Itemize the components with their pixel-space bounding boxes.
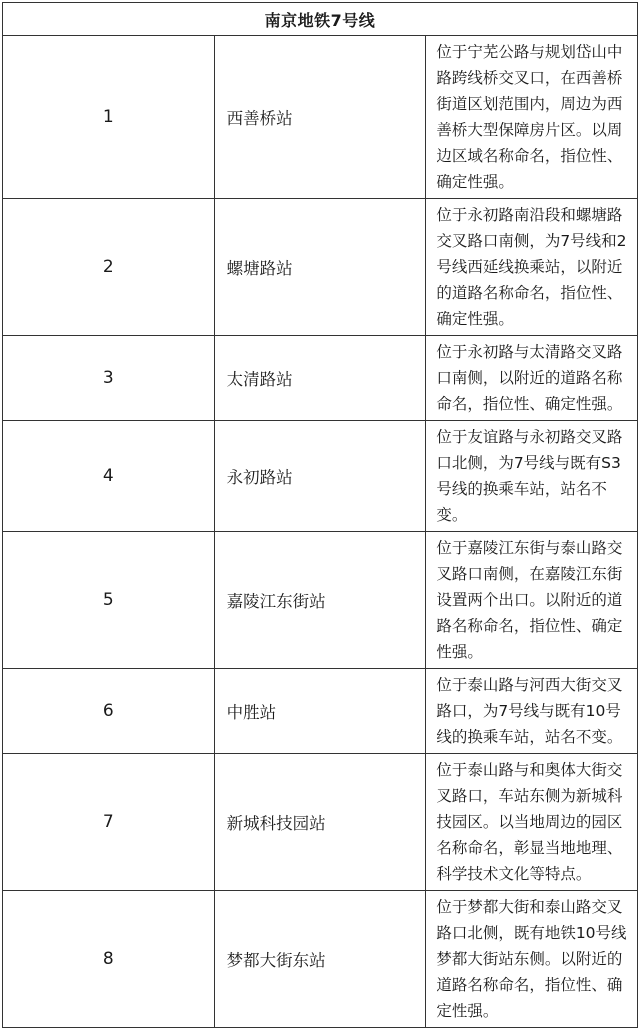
row-index: 3 <box>3 336 215 421</box>
table-row <box>3 891 638 1028</box>
station-name: 梦都大街东站 <box>214 891 426 1028</box>
station-name: 螺塘路站 <box>214 199 426 336</box>
table-row <box>3 336 638 421</box>
row-index: 6 <box>3 669 215 754</box>
station-name: 太清路站 <box>214 336 426 421</box>
station-description: 位于嘉陵江东街与泰山路交叉路口南侧，在嘉陵江东街设置两个出口。以附近的道路名称命名，指位性、确定性强。 <box>426 532 638 669</box>
station-description: 位于友谊路与永初路交叉路口北侧，为7号线与既有S3号线的换乘车站，站名不变。 <box>426 421 638 532</box>
station-name: 西善桥站 <box>214 36 426 199</box>
station-description: 位于泰山路与和奥体大街交叉路口，车站东侧为新城科技园区。以当地周边的园区名称命名，彰显当地地理、科学技术文化等特点。 <box>426 754 638 891</box>
station-table <box>2 2 638 1028</box>
station-description: 位于永初路与太清路交叉路口南侧，以附近的道路名称命名，指位性、确定性强。 <box>426 336 638 421</box>
row-index: 1 <box>3 36 215 199</box>
row-index: 5 <box>3 532 215 669</box>
station-name: 嘉陵江东街站 <box>214 532 426 669</box>
table-row <box>3 421 638 532</box>
station-description: 位于宁芜公路与规划岱山中路跨线桥交叉口，在西善桥街道区划范围内，周边为西善桥大型保障房片区。以周边区域名称命名，指位性、确定性强。 <box>426 36 638 199</box>
station-name: 新城科技园站 <box>214 754 426 891</box>
table-title-row <box>3 3 638 36</box>
row-index: 2 <box>3 199 215 336</box>
row-index: 7 <box>3 754 215 891</box>
table-row <box>3 36 638 199</box>
table-row <box>3 669 638 754</box>
row-index: 8 <box>3 891 215 1028</box>
station-name: 中胜站 <box>214 669 426 754</box>
table-row <box>3 199 638 336</box>
station-description: 位于泰山路与河西大街交叉路口，为7号线与既有10号线的换乘车站，站名不变。 <box>426 669 638 754</box>
station-name: 永初路站 <box>214 421 426 532</box>
station-description: 位于梦都大街和泰山路交叉路口北侧，既有地铁10号线梦都大街站东侧。以附近的道路名称命名，指位性、确定性强。 <box>426 891 638 1028</box>
table-title: 南京地铁7号线 <box>3 3 638 36</box>
station-description: 位于永初路南沿段和螺塘路交叉路口南侧，为7号线和2号线西延线换乘站，以附近的道路名称命名，指位性、确定性强。 <box>426 199 638 336</box>
row-index: 4 <box>3 421 215 532</box>
table-row <box>3 754 638 891</box>
table-row <box>3 532 638 669</box>
